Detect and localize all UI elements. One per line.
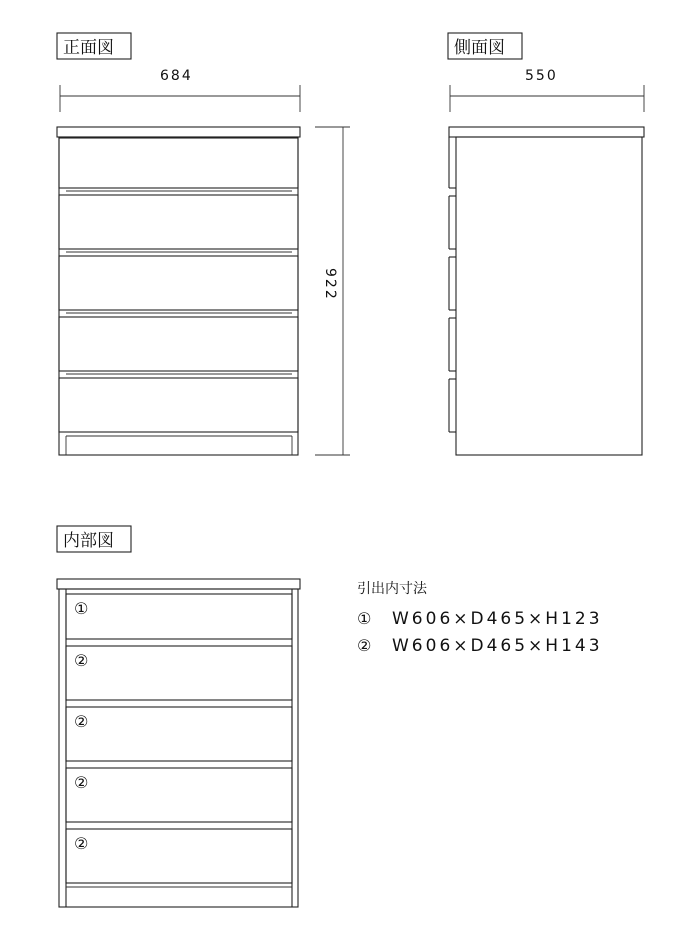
drawer-dimension-1-marker: ① [357,609,372,628]
internal-view-title: 内部図 [63,531,114,551]
drawer-dimension-2-value: W606×D465×H143 [392,636,603,656]
internal-drawer-1-marker: ① [74,599,89,618]
front-view-title: 正面図 [63,38,114,58]
internal-drawer-2 [66,646,292,700]
front-height-dimension [315,127,350,455]
internal-drawer-1 [66,594,292,639]
drawer-dimension-2-marker: ② [357,636,372,655]
internal-drawer-3 [66,707,292,761]
internal-cabinet [57,579,300,907]
side-top-board [449,127,644,137]
internal-drawer-4 [66,768,292,822]
front-drawer-4 [59,317,298,371]
front-body [59,137,298,455]
front-drawer-3 [59,256,298,310]
front-drawer-5 [59,378,298,432]
side-cabinet [449,127,644,455]
internal-top-board [57,579,300,589]
internal-drawer-2-marker: ② [74,651,89,670]
internal-drawer-3-marker: ② [74,712,89,731]
internal-drawer-4-marker: ② [74,773,89,792]
drawer-dimension-1-value: W606×D465×H123 [392,609,603,629]
side-depth-dimension [450,68,644,112]
side-depth-label: 550 [525,68,558,84]
side-view [448,33,644,455]
side-body [456,137,642,455]
front-drawer-1 [59,138,298,188]
front-width-label: 684 [160,68,193,84]
internal-drawer-5 [66,829,292,883]
internal-body [59,589,298,907]
front-cabinet [57,127,300,455]
front-height-label: 922 [322,268,338,301]
front-view [57,33,350,455]
side-view-title: 側面図 [454,38,505,58]
internal-view [57,526,300,907]
internal-drawer-5-marker: ② [74,834,89,853]
front-drawer-2 [59,195,298,249]
drawer-dimensions [357,580,603,656]
front-top-board [57,127,300,137]
front-width-dimension [60,68,300,112]
drawer-dimensions-title: 引出内寸法 [357,581,427,597]
